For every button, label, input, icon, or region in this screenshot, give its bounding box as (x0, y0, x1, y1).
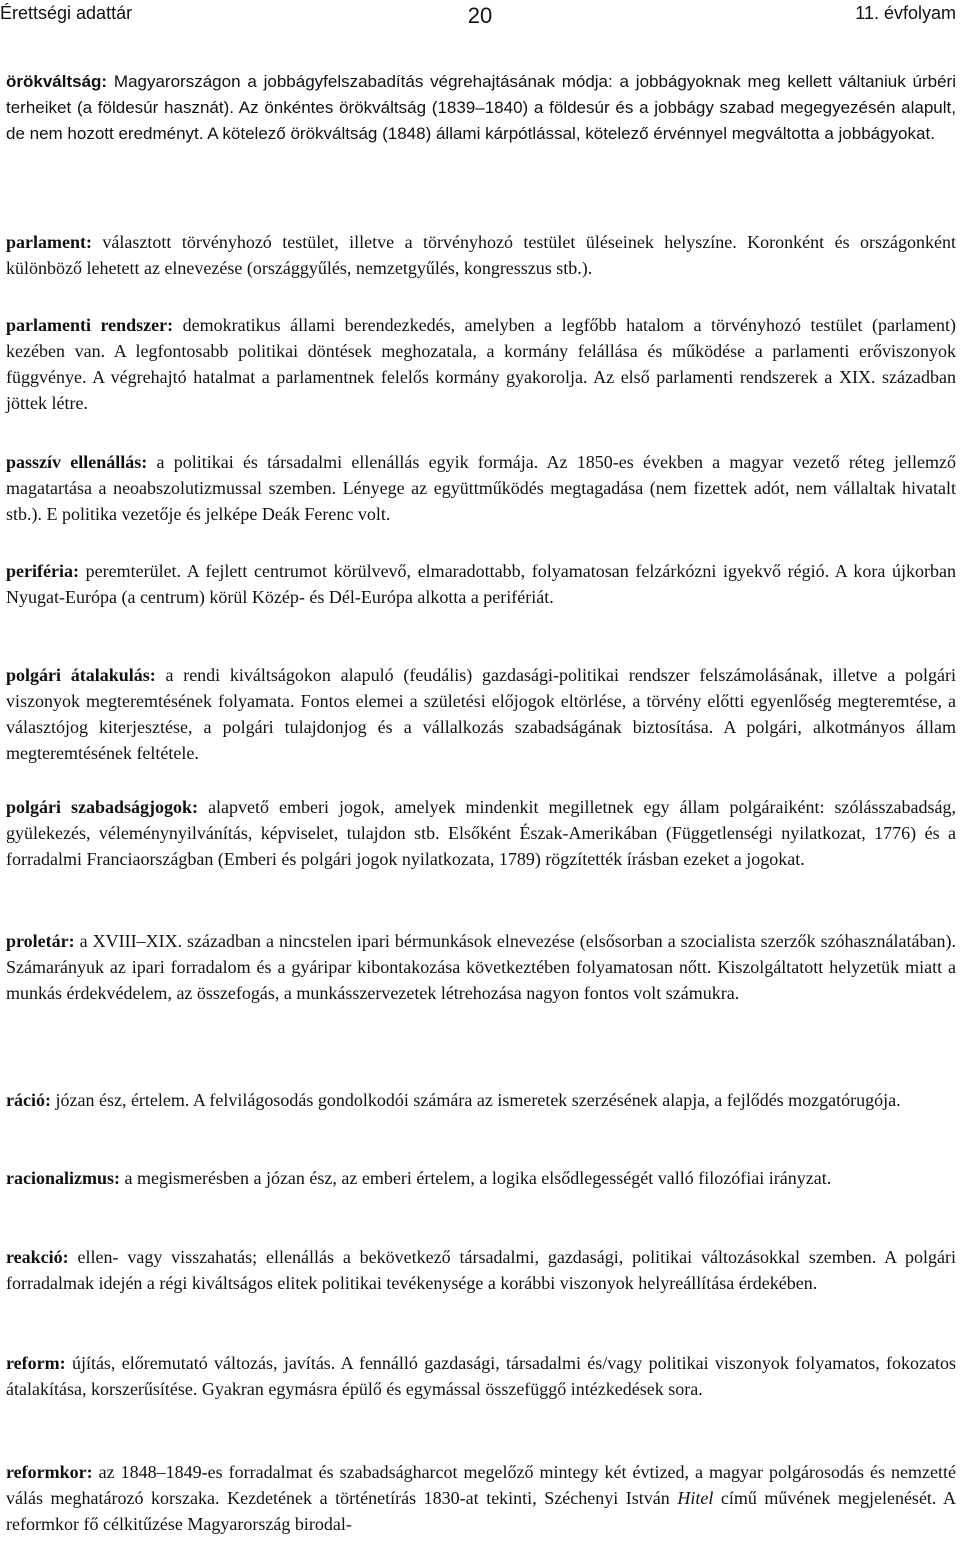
entry-term: reformkor: (6, 1462, 93, 1482)
entry-term: periféria: (6, 561, 79, 581)
page-header (0, 0, 960, 40)
entry-definition: választott törvényhozó testület, illetve a törvényhozó testület üléseinek helyszíne. Koronként és országonként különböző lehetett az elnevezése (országgyűlés, nemzetgyűlés, kongresszus stb.). (6, 232, 956, 278)
glossary-entry-reakcio (6, 1244, 956, 1296)
entry-definition: a politikai és társadalmi ellenállás egyik formája. Az 1850-es években a magyar vezető réteg jellemző magatartása a neoabszolutizmussal szemben. Lényege az együttműködés megtagadása (nem fizettek adót, nem vállaltak hivatalt stb.). E politika vezetője és jelképe Deák Ferenc volt. (6, 452, 956, 524)
entry-definition: peremterület. A fejlett centrumot körülvevő, elmaradottabb, folyamatosan felzárkózni igyekvő régió. A kora újkorban Nyugat-Európa (a centrum) körül Közép- és Dél-Európa alkotta a perifériát. (6, 561, 956, 607)
glossary-entry-orokvaltsag (6, 69, 956, 147)
entry-definition-part-1: az 1848–1849-es forradalmat és szabadságharcot megelőző mintegy két évtized, a magyar polgárosodás és nemzetté válás meghatározó korszaka. Kezdetének a történetírás 1830-at tekinti, Széchenyi István (6, 1462, 956, 1508)
glossary-entry-parlamenti-rendszer (6, 312, 956, 416)
glossary-entry-reformkor (6, 1459, 956, 1537)
entry-term: ráció: (6, 1090, 51, 1110)
entry-term: proletár: (6, 931, 75, 951)
entry-term: örökváltság: (6, 72, 108, 91)
entry-definition: ellen- vagy visszahatás; ellenállás a bekövetkező társadalmi, gazdasági, politikai változásokkal szemben. A polgári forradalmak idején a régi kiváltságos elitek politikai tevékenysége a korábbi viszonyok helyreállítása érdekében. (6, 1247, 956, 1293)
entry-definition: újítás, előremutató változás, javítás. A fennálló gazdasági, társadalmi és/vagy politikai viszonyok folyamatos, fokozatos átalakítása, korszerűsítése. Gyakran egymásra épülő és egymással összefüggő intézkedések sora. (6, 1353, 956, 1399)
glossary-entry-polgari-atalakulas (6, 662, 956, 766)
entry-definition: a XVIII–XIX. században a nincstelen ipari bérmunkások elnevezése (elsősorban a szocialista szerzők szóhasználatában). Számarányuk az ipari forradalom és a gyáripar kibontakozása következtében folyamatosan nőtt. Kiszolgáltatott helyzetük miatt a munkás érdekvédelem, az összefogás, a munkásszervezetek létrehozása nagyon fontos volt számukra. (6, 931, 956, 1003)
entry-definition: a rendi kiváltságokon alapuló (feudális) gazdasági-politikai rendszer felszámolásának, illetve a polgári viszonyok megteremtésének folyamata. Fontos elemei a születési előjogok eltörlése, a törvény előtti egyenlőség megteremtése, a választójog kiterjesztése, a polgári tulajdonjog és a vállalkozás szabadságának biztosítása. A polgári, alkotmányos állam megteremtésének feltétele. (6, 665, 956, 763)
glossary-entry-racio (6, 1087, 956, 1113)
entry-definition-part-2: című művének megjelenését. A reformkor fő célkitűzése Magyarország birodal- (6, 1488, 956, 1534)
glossary-entry-racionalizmus (6, 1165, 956, 1191)
glossary-entry-reform (6, 1350, 956, 1402)
entry-term: racionalizmus: (6, 1168, 120, 1188)
entry-definition: demokratikus állami berendezkedés, amelyben a legfőbb hatalom a törvényhozó testület (parlament) kezében van. A legfontosabb politikai döntések meghozatala, a kormány felállása és működése a parlamenti erőviszonyok függvénye. A végrehajtó hatalmat a parlamentnek felelős kormány gyakorolja. Az első parlamenti rendszerek a XIX. században jöttek létre. (6, 315, 956, 413)
entry-term: reakció: (6, 1247, 69, 1267)
entry-definition: a megismerésben a józan ész, az emberi értelem, a logika elsődlegességét valló filozófiai irányzat. (120, 1168, 832, 1188)
page-number: 20 (467, 3, 493, 28)
entry-term: parlamenti rendszer: (6, 315, 174, 335)
glossary-entry-passziv-ellenallas (6, 449, 956, 527)
entry-term: polgári szabadságjogok: (6, 797, 199, 817)
book-title-hitel: Hitel (677, 1488, 714, 1508)
entry-definition: józan ész, értelem. A felvilágosodás gondolkodói számára az ismeretek szerzésének alapja, a fejlődés mozgatórugója. (50, 1090, 901, 1110)
entry-term: reform: (6, 1353, 66, 1373)
entry-term: polgári átalakulás: (6, 665, 156, 685)
header-grade: 11. évfolyam (855, 3, 956, 23)
entry-definition: Magyarországon a jobbágyfelszabadítás végrehajtásának módja: a jobbágyoknak meg kellett váltaniuk úrbéri terheiket (a földesúr hasznát). Az önkéntes örökváltság (1839–1840) a földesúr és a jobbágy szabad megegyezésén alapult, de nem hozott eredményt. A kötelező örökváltság (1848) állami kárpótlással, kötelező érvénnyel megváltotta a jobbágyokat. (6, 72, 956, 143)
entry-definition: alapvető emberi jogok, amelyek mindenkit megilletnek egy állam polgáraiként: szólásszabadság, gyülekezés, véleménynyilvánítás, képviselet, tulajdon stb. Elsőként Észak-Amerikában (Függetlenségi nyilatkozat, 1776) és a forradalmi Franciaországban (Emberi és polgári jogok nyilatkozata, 1789) rögzítették írásban ezeket a jogokat. (6, 797, 956, 869)
glossary-entry-polgari-szabadsagjogok (6, 794, 956, 872)
header-title: Érettségi adattár (0, 3, 133, 23)
glossary-entry-proletar (6, 928, 956, 1006)
glossary-entry-periferia (6, 558, 956, 610)
glossary-entry-parlament (6, 229, 956, 281)
entry-term: passzív ellenállás: (6, 452, 148, 472)
entry-term: parlament: (6, 232, 92, 252)
